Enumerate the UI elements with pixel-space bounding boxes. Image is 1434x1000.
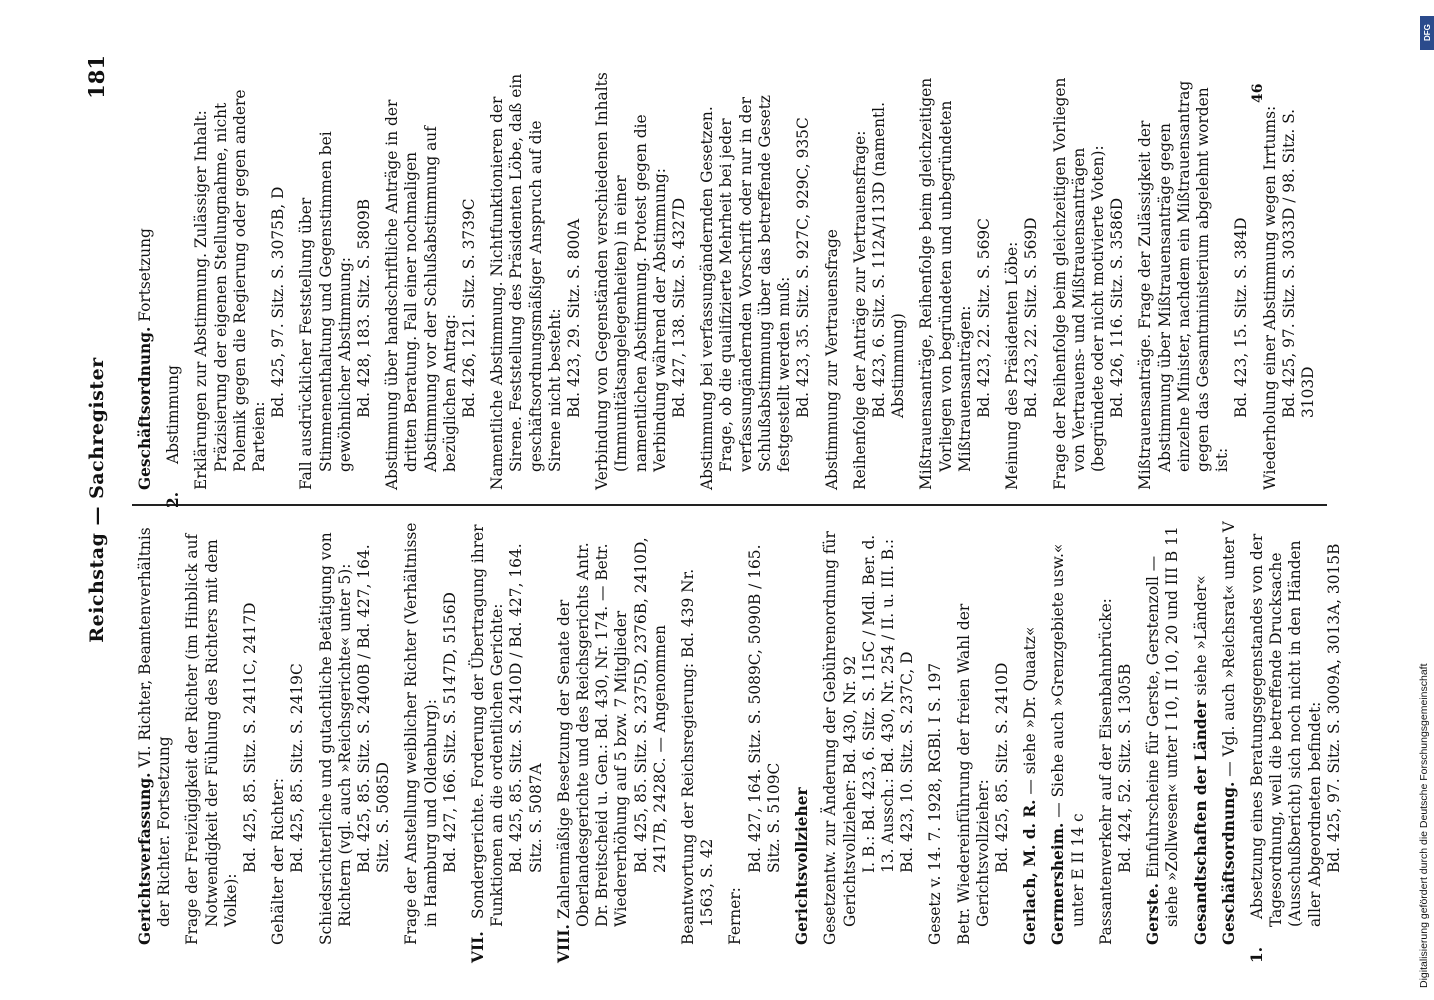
index-entry	[164, 65, 183, 508]
entry-text: Gehälter der Richter:	[269, 777, 288, 945]
index-entry	[823, 65, 842, 490]
entry-reference: Bd. 425, 85. Sitz. S. 2375D, 2376B, 2410D, 2417B, 2428C. — Angenommen	[631, 537, 669, 873]
entry-heading: Gerste.	[1144, 883, 1163, 945]
entry-text: Mißtrauensanträge, Reihenfolge beim gleichzeitigen Vorliegen von begründeten und unbegründeten Mißtrauensanträgen:	[917, 77, 974, 490]
index-entry	[698, 65, 813, 490]
index-entry	[1192, 520, 1211, 945]
index-entry	[851, 65, 909, 490]
entry-reference: Bd. 426, 121. Sitz. S. 3739C	[460, 198, 479, 418]
index-entry	[1136, 65, 1251, 490]
entry-reference: Bd. 423, 6. Sitz. S. 112A/113D (namentl. Abstimmung)	[869, 102, 908, 418]
index-entry	[1261, 65, 1319, 490]
entry-text: Gesetzentw. zur Änderung der Gebührenordnung für Gerichtsvollzieher: Bd. 430, Nr. 92	[821, 531, 859, 945]
entry-reference: Bd. 425, 85. Sitz. S. 2410D	[992, 662, 1011, 873]
entry-text: Absetzung eines Beratungsgegenstandes von der Tagesordnung, weil die betreffende Drucksache (Ausschußbericht) sich noch nicht in den Händen aller Abgeordneten befindet:	[1247, 533, 1324, 927]
rotated-page	[80, 55, 1380, 963]
entry-reference: Bd. 427, 164. Sitz. S. 5089C, 5090B / 165. Sitz. S. 5109C	[745, 544, 783, 873]
entry-reference: Bd. 423, 35. Sitz. S. 927C, 929C, 935C	[794, 117, 813, 418]
index-entry	[402, 520, 460, 945]
entry-text: Verbindung von Gegenständen verschiedenen Inhalts (Immunitätsangelegenheiten) in einer namentlichen Abstimmung. Protest gegen die Verbindung während der Abstimmung:	[593, 72, 669, 490]
index-entry	[1003, 65, 1041, 490]
entry-reference: Bd. 425, 85. Sitz. S. 2400B / Bd. 427, 164. Sitz. S. 5085D	[355, 544, 393, 873]
entry-text: Zahlenmäßige Besetzung der Senate der Oberlandesgerichte und des Reichsgerichts Antr. Dr. Breitscheid u. Gen.: Bd. 430, Nr. 174. — Betr. Wiedererhöhung auf 5 bzw. 7 Mitglieder	[554, 542, 631, 927]
entry-heading: Gerichtsverfassung.	[136, 772, 154, 945]
entry-reference: Bd. 423, 22. Sitz. S. 569D	[1022, 217, 1041, 418]
entry-text: Frage der Reihenfolge beim gleichzeitigen Vorliegen von Vertrauens- und Mißtrauensanträgen (begründete oder nicht motivierte Voten):	[1050, 77, 1107, 490]
entry-text: Fortsetzung	[136, 228, 154, 322]
entry-text: Schiedsrichterliche und gutachtliche Betätigung von Richtern (vgl. auch »Reichsgerichte« unter 5):	[316, 532, 354, 945]
entry-text: Mißtrauensanträge. Frage der Zulässigkeit der Abstimmung über Mißtrauensanträge gegen einzelne Minister, nachdem ein Mißtrauensantrag gegen das Gesamtministerium abgelehnt worden ist:	[1136, 80, 1232, 490]
index-entry	[1049, 520, 1087, 945]
index-entry	[917, 65, 994, 490]
index-entry	[554, 520, 670, 963]
entry-text: Abstimmung über handschriftliche Anträge in der dritten Beratung. Fall einer nochmaligen Abstimmung vor der Schlußabstimmung auf bezüglichen Antrag:	[383, 99, 459, 490]
entry-reference: Bd. 425, 97. Sitz. S. 3033D / 98. Sitz. S. 3103D	[1279, 108, 1317, 418]
entry-reference: Bd. 425, 97. Sitz. S. 3009A, 3013A, 3015B	[1324, 543, 1343, 873]
entry-reference: Bd. 425, 85. Sitz. S. 2419C	[288, 663, 307, 873]
entry-text: VI. Richter, Beamtenverhältnis der Richter. Fortsetzung	[136, 527, 174, 927]
entry-reference: Bd. 424, 52. Sitz. S. 1305B	[1115, 663, 1134, 873]
digitization-credit: Digitalisierung gefördert durch die Deutsche Forschungsgemeinschaft	[1418, 663, 1430, 988]
entry-text: Reihenfolge der Anträge zur Vertrauensfrage:	[850, 130, 869, 490]
section-number: 1.	[1247, 946, 1266, 963]
entry-text: — Vgl. auch »Reichsrat« unter V	[1219, 521, 1238, 777]
entry-text: Frage der Freizügigkeit der Richter (im Hinblick auf Notwendigkeit der Fühlung des Richters mit dem Volke):	[183, 533, 240, 945]
index-entry	[317, 520, 394, 945]
right-column	[136, 65, 1327, 508]
entry-reference: Bd. 427, 166. Sitz. S. 5147D, 5156D	[440, 592, 459, 873]
index-entry	[926, 520, 945, 945]
left-column	[136, 520, 1353, 963]
entry-reference: Bd. 425, 85. Sitz. S. 2410D / Bd. 427, 164. Sitz. S. 5087A	[507, 543, 545, 873]
entry-text: Ferner:	[726, 887, 745, 945]
footer-mark: 46	[1250, 83, 1266, 103]
section-number: VIII.	[554, 924, 573, 963]
entry-text: Sondergerichte. Forderung der Übertragung ihrer Funktionen an die ordentlichen Gerichte:	[469, 524, 507, 927]
column-divider	[132, 504, 1327, 506]
entry-text: Abstimmung zur Vertrauensfrage	[822, 229, 841, 490]
entry-heading: Gerichtsvollzieher	[793, 787, 812, 945]
entry-heading: Geschäftsordnung.	[136, 326, 154, 490]
entry-text: — Siehe auch »Grenzgebiete usw.« unter E II 14 c	[1049, 543, 1087, 927]
entry-reference: I. B.: Bd. 423, 6. Sitz. S. 115C / Mdl. Ber. d. 13. Aussch.: Bd. 430, Nr. 254 / II. u. III. B.: Bd. 423, 10. Sitz. S. 237C, D	[859, 534, 917, 873]
index-entry	[1097, 520, 1135, 945]
index-entry	[1051, 65, 1128, 490]
entry-text: Wiederholung einer Abstimmung wegen Irrtums:	[1260, 105, 1279, 490]
index-entry	[383, 65, 479, 490]
index-entry	[679, 520, 717, 945]
entry-reference: Bd. 425, 85. Sitz. S. 2411C, 2417D	[241, 602, 260, 873]
index-entry	[192, 65, 288, 490]
entry-reference: Bd. 427, 138. Sitz. S. 4327D	[670, 197, 689, 418]
index-entry	[955, 520, 1013, 945]
index-entry	[136, 65, 155, 490]
entry-reference: Bd. 423, 15. Sitz. S. 384D	[1232, 217, 1251, 418]
entry-text: Namentliche Abstimmung. Nichtfunktionieren der Sirene. Feststellung des Präsidenten Löbe, daß ein geschäftsordnungsmäßiger Anspruch auf die Sirene nicht besteht:	[488, 73, 564, 490]
entry-heading: Gerlach, M. d. R.	[1021, 799, 1040, 945]
index-entry	[136, 520, 174, 945]
entry-text: siehe »Länder«	[1191, 575, 1210, 696]
page-title: Reichstag — Sachregister	[86, 357, 108, 643]
entry-text: Abstimmung	[164, 365, 183, 464]
index-entry	[1220, 520, 1239, 945]
entry-text: Betr. Wiedereinführung der freien Wahl der Gerichtsvollzieher:	[954, 603, 992, 945]
index-entry	[1021, 520, 1040, 945]
entry-text: — siehe »Dr. Quaatz«	[1021, 626, 1040, 795]
entry-reference: Bd. 428, 183. Sitz. S. 5809B	[355, 198, 374, 418]
index-entry	[726, 520, 784, 945]
entry-reference: Bd. 423, 22. Sitz. S. 569C	[974, 218, 993, 418]
dfg-logo: DFG	[1420, 16, 1434, 50]
index-entry	[469, 520, 546, 963]
digitization-sidebar	[1418, 8, 1434, 993]
entry-heading: Germersheim.	[1049, 822, 1068, 945]
entry-heading: Gesandtschaften der Länder	[1191, 700, 1210, 945]
entry-text: Einfuhrscheine für Gerste, Gerstenzoll — siehe »Zollwesen« unter I 10, II 10, 20 und III B 11	[1144, 526, 1182, 927]
index-entry	[821, 520, 917, 945]
index-entry	[793, 520, 812, 945]
index-entry	[183, 520, 260, 945]
index-entry	[297, 65, 374, 490]
entry-text: Erklärungen zur Abstimmung. Zulässiger Inhalt: Präzisierung der eigenen Stellungnahme, nicht Polemik gegen die Regierung oder gegen andere Parteien:	[192, 89, 269, 490]
entry-text: Gesetz v. 14. 7. 1928, RGBl. I S. 197	[926, 662, 945, 945]
page-number: 181	[84, 55, 109, 99]
entry-reference: Bd. 425, 97. Sitz. S. 3075B, D	[269, 186, 288, 418]
entry-text: Meinung des Präsidenten Löbe:	[1003, 241, 1022, 490]
index-entry	[1144, 520, 1182, 945]
entry-text: Fall ausdrücklicher Feststellung über Stimmenenthaltung und Gegenstimmen bei gewöhnlicher Abstimmung:	[297, 131, 354, 490]
index-entry	[1247, 520, 1344, 963]
entry-text: Passantenverkehr auf der Eisenbahnbrücke:	[1096, 598, 1115, 945]
entry-reference: Bd. 426, 116. Sitz. S. 3586D	[1108, 197, 1127, 418]
entry-heading: Geschäftsordnung.	[1219, 781, 1238, 945]
section-number: VII.	[469, 931, 488, 963]
entry-reference: Bd. 423, 29. Sitz. S. 800A	[565, 218, 584, 418]
index-entry	[269, 520, 307, 945]
entry-text: Beantwortung der Reichsregierung: Bd. 439 Nr. 1563, S. 42	[679, 568, 717, 945]
index-entry	[488, 65, 584, 490]
section-number: 2.	[164, 491, 183, 508]
entry-text: Abstimmung bei verfassungändernden Gesetzen. Frage, ob die qualifizierte Mehrheit bei jeder verfassungändernden Vorschrift oder nur in der Schlußabstimmung über das betreffende Gesetz festgestellt werden muß:	[698, 94, 794, 490]
index-entry	[593, 65, 689, 490]
entry-text: Frage der Anstellung weiblicher Richter (Verhältnisse in Hamburg und Oldenburg):	[402, 522, 440, 945]
page-header	[80, 55, 120, 945]
